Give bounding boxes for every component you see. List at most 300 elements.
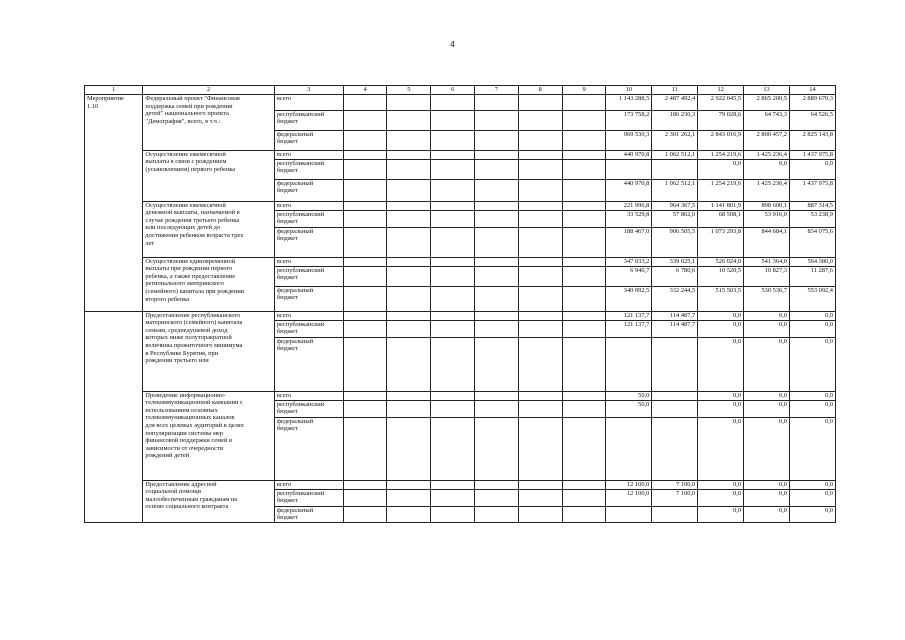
value-cell: 7 100,0 [652, 489, 698, 506]
empty-cell [343, 337, 387, 391]
item-name-line: Проведение информационно- [145, 391, 226, 399]
table-row [85, 95, 836, 111]
funding-source-line: бюджет [276, 328, 298, 336]
empty-cell [431, 506, 475, 522]
event-cell [85, 480, 143, 489]
funding-source-line: бюджет [276, 218, 298, 226]
event-cell [85, 130, 143, 150]
empty-cell [387, 286, 431, 311]
funding-source-line: бюджет [276, 274, 298, 282]
empty-cell [431, 150, 475, 159]
empty-cell [343, 227, 387, 257]
empty-cell [562, 417, 606, 480]
item-name-line: телекоммуникационной кампании с [145, 399, 243, 407]
item-name-line: Осуществление единовременной [145, 257, 236, 265]
funding-source-line: бюджет [276, 425, 298, 433]
empty-cell [343, 506, 387, 522]
value-cell: 0,0 [744, 480, 790, 489]
empty-cell [431, 110, 475, 130]
item-name-line: ребенка, а также предоставление [145, 272, 236, 280]
empty-cell [431, 130, 475, 150]
item-name-line: регионального материнского [145, 280, 224, 288]
funding-source-cell [274, 337, 343, 391]
empty-cell [518, 489, 562, 506]
empty-cell [562, 201, 606, 210]
value-cell: 64 526,5 [790, 110, 836, 130]
empty-cell [431, 489, 475, 506]
value-cell [652, 417, 698, 480]
empty-cell [387, 150, 431, 159]
funding-source-cell [274, 130, 343, 150]
header-cell: 3 [274, 86, 343, 95]
empty-cell [518, 506, 562, 522]
item-name-cell [143, 391, 274, 480]
value-cell: 339 025,1 [652, 257, 698, 266]
empty-cell [475, 480, 519, 489]
empty-cell [562, 210, 606, 227]
empty-cell [387, 227, 431, 257]
funding-source-line: федеральный [276, 227, 314, 235]
item-name-line: (семейного) капитала при рождении [145, 288, 245, 296]
value-cell: 57 862,0 [652, 210, 698, 227]
empty-cell [518, 130, 562, 150]
empty-cell [475, 159, 519, 179]
item-name-line: материнского (семейного) капитала [145, 319, 243, 327]
empty-cell [431, 480, 475, 489]
empty-cell [387, 311, 431, 320]
value-cell: 0,0 [790, 400, 836, 417]
empty-cell [431, 210, 475, 227]
value-cell: 50,0 [606, 391, 652, 400]
value-cell: 1 254 219,6 [698, 179, 744, 201]
empty-cell [475, 227, 519, 257]
value-cell: 898 600,1 [744, 201, 790, 210]
empty-cell [343, 130, 387, 150]
event-cell [85, 159, 143, 179]
value-cell: 906 505,5 [652, 227, 698, 257]
item-name-line: (усыновлением) первого ребенка [145, 165, 236, 173]
funding-source-cell [274, 227, 343, 257]
empty-cell [387, 159, 431, 179]
value-cell: 0,0 [790, 337, 836, 391]
event-cell [85, 311, 143, 320]
empty-cell [475, 150, 519, 159]
value-cell: 1 425 236,4 [744, 179, 790, 201]
value-cell: 1 254 219,6 [698, 150, 744, 159]
empty-cell [518, 227, 562, 257]
item-name-cell [143, 150, 274, 201]
value-cell: 347 033,2 [606, 257, 652, 266]
value-cell: 10 520,5 [698, 266, 744, 286]
event-cell [85, 320, 143, 337]
value-cell: 10 827,3 [744, 266, 790, 286]
item-name-line: Осуществление ежемесячной [145, 150, 226, 158]
item-name-cell [143, 257, 274, 311]
funding-source-line: федеральный [276, 179, 314, 187]
empty-cell [475, 320, 519, 337]
value-cell [652, 506, 698, 522]
funding-source-line: бюджет [276, 497, 298, 505]
empty-cell [431, 179, 475, 201]
empty-cell [387, 95, 431, 111]
empty-cell [562, 337, 606, 391]
empty-cell [562, 311, 606, 320]
header-cell: 13 [744, 86, 790, 95]
event-cell [85, 337, 143, 391]
item-name-cell [143, 311, 274, 391]
empty-cell [562, 391, 606, 400]
item-name-line: телекоммуникационных каналов [145, 414, 235, 422]
empty-cell [562, 400, 606, 417]
value-cell: 1 062 512,1 [652, 179, 698, 201]
event-cell [85, 417, 143, 480]
value-cell: 2 889 670,3 [790, 95, 836, 111]
empty-cell [475, 95, 519, 111]
empty-cell [343, 210, 387, 227]
empty-cell [343, 311, 387, 320]
funding-source-line: всего [276, 95, 292, 102]
item-name-line: рождении третьего или [145, 357, 209, 365]
empty-cell [431, 286, 475, 311]
empty-cell [343, 150, 387, 159]
empty-cell [431, 400, 475, 417]
empty-cell [475, 257, 519, 266]
item-name-line: лет [145, 239, 155, 247]
funding-source-cell [274, 257, 343, 266]
empty-cell [518, 400, 562, 417]
value-cell: 0,0 [698, 506, 744, 522]
value-cell: 0,0 [744, 337, 790, 391]
value-cell: 2 865 200,5 [744, 95, 790, 111]
empty-cell [562, 95, 606, 111]
funding-source-line: республиканский [276, 110, 325, 118]
empty-cell [562, 159, 606, 179]
empty-cell [562, 150, 606, 159]
item-name-line: социальной помощи [145, 488, 201, 496]
value-cell [606, 159, 652, 179]
empty-cell [518, 257, 562, 266]
item-name-line: выплаты при рождении первого [145, 265, 233, 273]
table-row [85, 201, 836, 210]
value-cell: 515 503,5 [698, 286, 744, 311]
value-cell: 1 073 293,8 [698, 227, 744, 257]
funding-source-line: федеральный [276, 417, 314, 425]
value-cell: 7 100,0 [652, 480, 698, 489]
empty-cell [518, 179, 562, 201]
event-cell [85, 179, 143, 201]
empty-cell [343, 417, 387, 480]
item-name-line: финансовой поддержки семей в [145, 437, 233, 445]
value-cell: 0,0 [790, 417, 836, 480]
empty-cell [387, 391, 431, 400]
empty-cell [562, 266, 606, 286]
funding-source-line: бюджет [276, 138, 298, 146]
empty-cell [518, 320, 562, 337]
item-name-line: семьям, среднедушевой доход [145, 326, 228, 334]
empty-cell [387, 201, 431, 210]
event-cell [85, 227, 143, 257]
empty-cell [343, 110, 387, 130]
empty-cell [518, 266, 562, 286]
value-cell: 541 364,0 [744, 257, 790, 266]
funding-source-line: федеральный [276, 286, 314, 294]
funding-source-line: республиканский [276, 266, 325, 274]
value-cell: 0,0 [698, 417, 744, 480]
event-cell [85, 150, 143, 159]
value-cell: 0,0 [744, 320, 790, 337]
empty-cell [475, 201, 519, 210]
value-cell: 2 301 262,1 [652, 130, 698, 150]
value-cell: 0,0 [698, 391, 744, 400]
item-name-line: зависимости от очередности [145, 444, 224, 452]
value-cell: 0,0 [698, 159, 744, 179]
value-cell: 0,0 [744, 417, 790, 480]
value-cell [652, 337, 698, 391]
value-cell [606, 417, 652, 480]
funding-source-line: всего [276, 480, 292, 488]
empty-cell [562, 320, 606, 337]
funding-source-line: бюджет [276, 514, 298, 522]
item-name-line: "Демография", всего, в т.ч.: [145, 117, 221, 125]
table-row [85, 480, 836, 489]
funding-source-line: республиканский [276, 489, 325, 497]
item-name-line: поддержка семей при рождении [145, 102, 233, 110]
funding-source-cell [274, 150, 343, 159]
funding-source-cell [274, 320, 343, 337]
value-cell: 221 996,8 [606, 201, 652, 210]
value-cell: 53 238,9 [790, 210, 836, 227]
empty-cell [518, 210, 562, 227]
empty-cell [343, 320, 387, 337]
value-cell: 0,0 [790, 320, 836, 337]
empty-cell [387, 110, 431, 130]
event-cell [85, 257, 143, 266]
value-cell: 0,0 [744, 391, 790, 400]
funding-source-cell [274, 400, 343, 417]
value-cell: 0,0 [790, 311, 836, 320]
header-cell: 2 [143, 86, 274, 95]
funding-source-line: бюджет [276, 345, 298, 353]
value-cell: 0,0 [790, 506, 836, 522]
value-cell: 1 437 975,8 [790, 179, 836, 201]
funding-source-line: бюджет [276, 187, 298, 195]
empty-cell [475, 266, 519, 286]
value-cell: 50,0 [606, 400, 652, 417]
event-cell [85, 266, 143, 286]
funding-source-cell [274, 506, 343, 522]
value-cell: 173 758,2 [606, 110, 652, 130]
empty-cell [562, 227, 606, 257]
empty-cell [343, 400, 387, 417]
item-name-line: в Республике Бурятия, при [145, 349, 219, 357]
empty-cell [431, 320, 475, 337]
header-cell: 11 [652, 86, 698, 95]
item-name-line: популяризации системы мер [145, 429, 224, 437]
empty-cell [343, 391, 387, 400]
value-cell: 121 137,7 [606, 320, 652, 337]
item-name-line: для всех целевых аудиторий в целях [145, 422, 244, 430]
table-row [85, 257, 836, 266]
empty-cell [343, 201, 387, 210]
funding-source-cell [274, 95, 343, 111]
table-header [85, 86, 836, 95]
empty-cell [475, 489, 519, 506]
funding-source-line: всего [276, 201, 292, 209]
empty-cell [518, 150, 562, 159]
event-cell [85, 110, 143, 130]
empty-cell [562, 257, 606, 266]
funding-source-line: республиканский [276, 210, 325, 218]
value-cell: 340 092,5 [606, 286, 652, 311]
value-cell: 1 141 801,9 [698, 201, 744, 210]
funding-source-cell [274, 417, 343, 480]
value-cell: 121 137,7 [606, 311, 652, 320]
funding-source-cell [274, 311, 343, 320]
value-cell: 553 092,4 [790, 286, 836, 311]
empty-cell [343, 480, 387, 489]
value-cell: 0,0 [790, 159, 836, 179]
value-cell: 1 425 236,4 [744, 150, 790, 159]
funding-source-cell [274, 286, 343, 311]
empty-cell [475, 400, 519, 417]
empty-cell [518, 417, 562, 480]
funding-source-line: федеральный [276, 337, 314, 345]
value-cell: 6 780,6 [652, 266, 698, 286]
funding-source-line: бюджет [276, 294, 298, 302]
item-name-line: или последующих детей до [145, 224, 221, 232]
value-cell: 440 970,8 [606, 150, 652, 159]
value-cell: 0,0 [744, 311, 790, 320]
empty-cell [562, 286, 606, 311]
funding-source-line: всего [276, 150, 292, 158]
value-cell: 0,0 [744, 400, 790, 417]
event-label: 1.10 [87, 102, 99, 110]
value-cell: 2 922 045,5 [698, 95, 744, 111]
empty-cell [431, 257, 475, 266]
value-cell: 1 143 288,5 [606, 95, 652, 111]
value-cell: 2 800 457,2 [744, 130, 790, 150]
empty-cell [518, 110, 562, 130]
event-cell [85, 391, 143, 400]
funding-source-cell [274, 110, 343, 130]
empty-cell [387, 489, 431, 506]
value-cell: 53 916,0 [744, 210, 790, 227]
value-cell: 0,0 [698, 480, 744, 489]
value-cell: 114 487,7 [652, 320, 698, 337]
value-cell: 11 287,6 [790, 266, 836, 286]
value-cell: 0,0 [744, 489, 790, 506]
item-name-cell [143, 480, 274, 522]
empty-cell [431, 391, 475, 400]
header-cell: 1 [85, 86, 143, 95]
header-cell: 8 [518, 86, 562, 95]
header-cell: 6 [431, 86, 475, 95]
empty-cell [431, 227, 475, 257]
funding-source-line: всего [276, 311, 292, 319]
empty-cell [431, 417, 475, 480]
empty-cell [475, 130, 519, 150]
value-cell: 887 314,5 [790, 201, 836, 210]
value-cell [606, 337, 652, 391]
table-row [85, 150, 836, 159]
value-cell: 2 843 016,9 [698, 130, 744, 150]
empty-cell [562, 130, 606, 150]
page-number: 4 [450, 40, 455, 49]
table-row [85, 311, 836, 320]
value-cell: 440 970,8 [606, 179, 652, 201]
event-cell [85, 95, 143, 111]
value-cell: 79 028,6 [698, 110, 744, 130]
funding-source-line: бюджет [276, 408, 298, 416]
value-cell: 33 529,8 [606, 210, 652, 227]
value-cell: 12 100,0 [606, 480, 652, 489]
empty-cell [387, 417, 431, 480]
value-cell: 964 367,5 [652, 201, 698, 210]
value-cell: 0,0 [698, 320, 744, 337]
header-cell: 10 [606, 86, 652, 95]
item-name-line: денежной выплаты, назначаемой в [145, 209, 240, 217]
empty-cell [387, 179, 431, 201]
event-cell [85, 506, 143, 522]
empty-cell [387, 266, 431, 286]
funding-source-cell [274, 480, 343, 489]
empty-cell [387, 337, 431, 391]
empty-cell [343, 159, 387, 179]
funding-source-line: республиканский [276, 159, 325, 167]
item-name-line: которых ниже полуторакратной [145, 334, 232, 342]
empty-cell [475, 506, 519, 522]
header-cell: 12 [698, 86, 744, 95]
item-name-line: Предоставление республиканского [145, 311, 241, 319]
empty-cell [387, 130, 431, 150]
funding-source-line: бюджет [276, 235, 298, 243]
empty-cell [343, 179, 387, 201]
empty-cell [562, 110, 606, 130]
funding-source-cell [274, 391, 343, 400]
empty-cell [431, 201, 475, 210]
empty-cell [387, 210, 431, 227]
funding-source-line: бюджет [276, 118, 298, 126]
value-cell: 188 467,0 [606, 227, 652, 257]
empty-cell [431, 266, 475, 286]
value-cell [606, 506, 652, 522]
value-cell: 526 024,0 [698, 257, 744, 266]
value-cell: 0,0 [790, 480, 836, 489]
value-cell [652, 400, 698, 417]
header-cell: 9 [562, 86, 606, 95]
value-cell: 0,0 [790, 489, 836, 506]
empty-cell [475, 337, 519, 391]
empty-cell [343, 266, 387, 286]
empty-cell [475, 286, 519, 311]
empty-cell [518, 159, 562, 179]
value-cell: 2 825 143,8 [790, 130, 836, 150]
empty-cell [518, 311, 562, 320]
value-cell: 969 530,3 [606, 130, 652, 150]
item-name-cell [143, 95, 274, 151]
empty-cell [518, 201, 562, 210]
item-name-line: малообеспеченным гражданам на [145, 495, 238, 503]
funding-source-line: всего [276, 257, 292, 265]
empty-cell [518, 391, 562, 400]
budget-table [84, 85, 836, 523]
value-cell: 2 487 492,4 [652, 95, 698, 111]
empty-cell [387, 400, 431, 417]
empty-cell [343, 489, 387, 506]
empty-cell [431, 95, 475, 111]
empty-cell [431, 159, 475, 179]
value-cell: 68 508,1 [698, 210, 744, 227]
